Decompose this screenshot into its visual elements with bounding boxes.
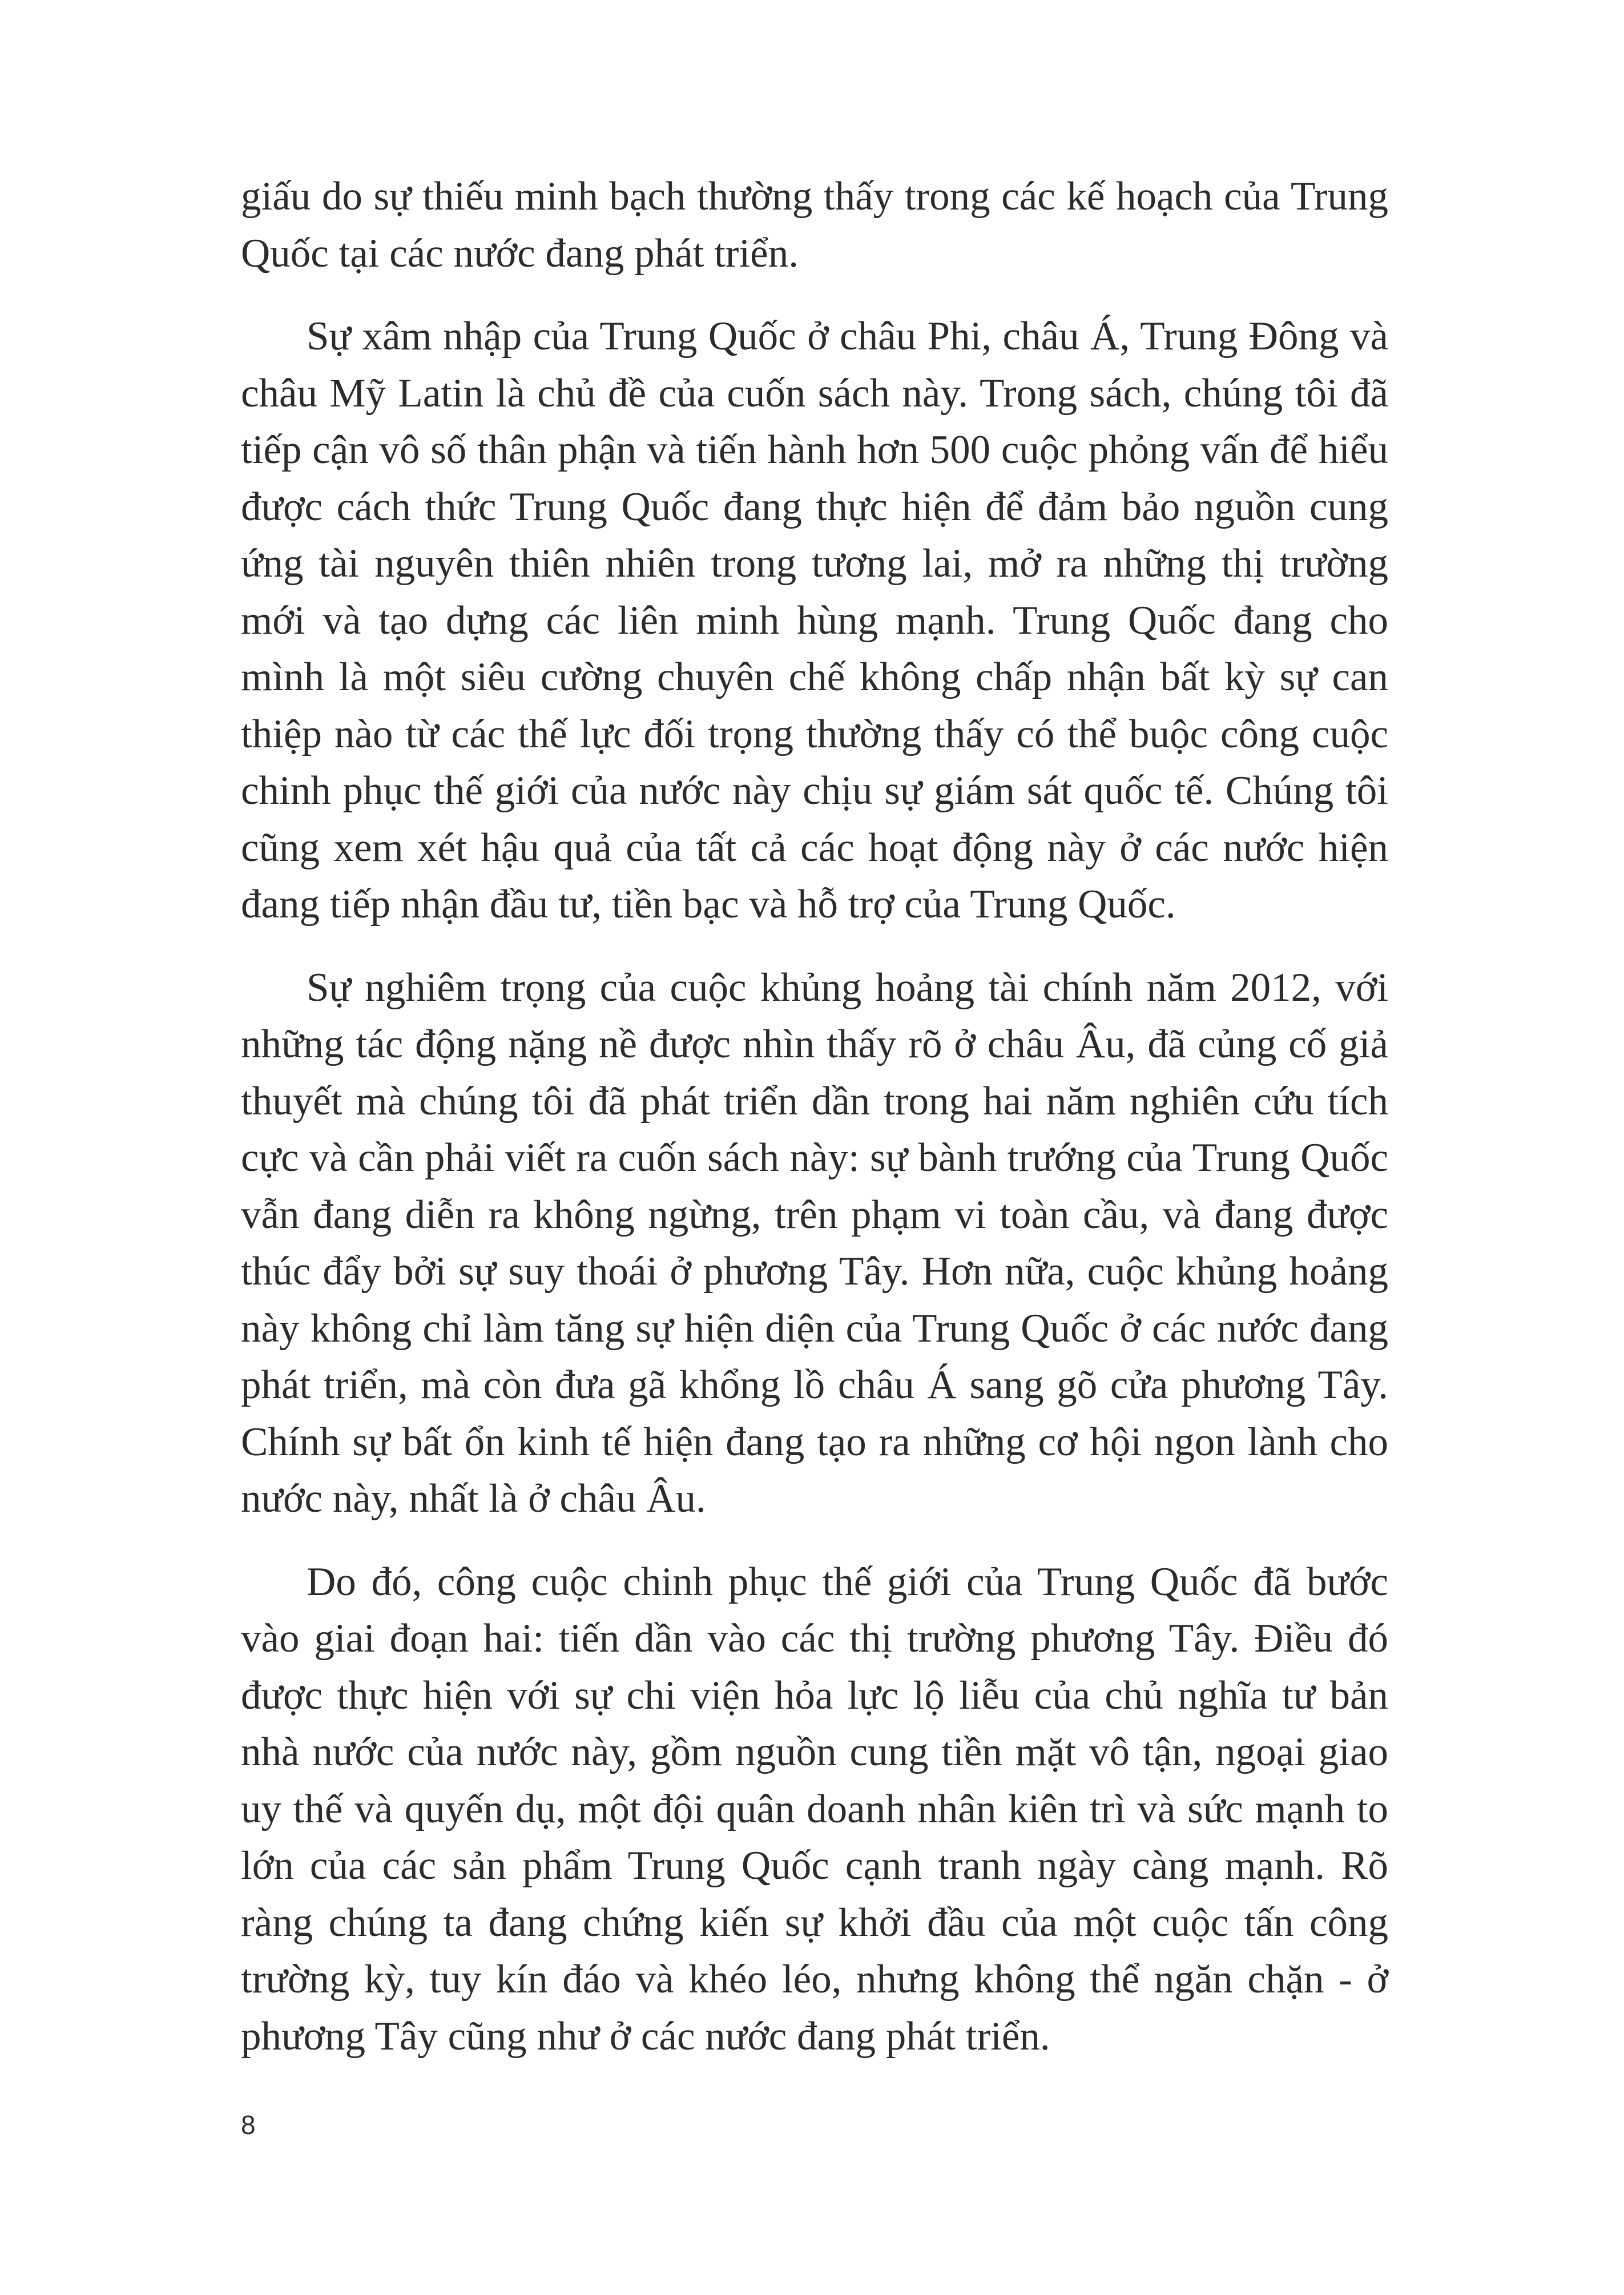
- paragraph: Sự nghiêm trọng của cuộc khủng hoảng tài chính năm 2012, với những tác động nặng nề được nhìn thấy rõ ở châu Âu, đã củng cố giả thuyết mà chúng tôi đã phát triển dần trong hai năm nghiên cứu tích cực và cần phải viết ra cuốn sách này: sự bành trướng của Trung Quốc vẫn đang diễn ra không ngừng, trên phạm vi toàn cầu, và đang được thúc đẩy bởi sự suy thoái ở phương Tây. Hơn nữa, cuộc khủng hoảng này không chỉ làm tăng sự hiện diện của Trung Quốc ở các nước đang phát triển, mà còn đưa gã khổng lồ châu Á sang gõ cửa phương Tây. Chính sự bất ổn kinh tế hiện đang tạo ra những cơ hội ngon lành cho nước này, nhất là ở châu Âu.: [241, 965, 1388, 1521]
- paragraph-continuation: giấu do sự thiếu minh bạch thường thấy trong các kế hoạch của Trung Quốc tại các nước đang phát triển.: [241, 174, 1388, 276]
- page-number: 8: [241, 2110, 256, 2140]
- paragraph: Sự xâm nhập của Trung Quốc ở châu Phi, châu Á, Trung Đông và châu Mỹ Latin là chủ đề của cuốn sách này. Trong sách, chúng tôi đã tiếp cận vô số thân phận và tiến hành hơn 500 cuộc phỏng vấn để hiểu được cách thức Trung Quốc đang thực hiện để đảm bảo nguồn cung ứng tài nguyên thiên nhiên trong tương lai, mở ra những thị trường mới và tạo dựng các liên minh hùng mạnh. Trung Quốc đang cho mình là một siêu cường chuyên chế không chấp nhận bất kỳ sự can thiệp nào từ các thế lực đối trọng thường thấy có thể buộc công cuộc chinh phục thế giới của nước này chịu sự giám sát quốc tế. Chúng tôi cũng xem xét hậu quả của tất cả các hoạt động này ở các nước hiện đang tiếp nhận đầu tư, tiền bạc và hỗ trợ của Trung Quốc.: [241, 314, 1388, 927]
- page-body: [241, 168, 1388, 2065]
- paragraph: Do đó, công cuộc chinh phục thế giới của Trung Quốc đã bước vào giai đoạn hai: tiến dần vào các thị trường phương Tây. Điều đó được thực hiện với sự chi viện hỏa lực lộ liễu của chủ nghĩa tư bản nhà nước của nước này, gồm nguồn cung tiền mặt vô tận, ngoại giao uy thế và quyến dụ, một đội quân doanh nhân kiên trì và sức mạnh to lớn của các sản phẩm Trung Quốc cạnh tranh ngày càng mạnh. Rõ ràng chúng ta đang chứng kiến sự khởi đầu của một cuộc tấn công trường kỳ, tuy kín đáo và khéo léo, nhưng không thể ngăn chặn - ở phương Tây cũng như ở các nước đang phát triển.: [241, 1559, 1388, 2059]
